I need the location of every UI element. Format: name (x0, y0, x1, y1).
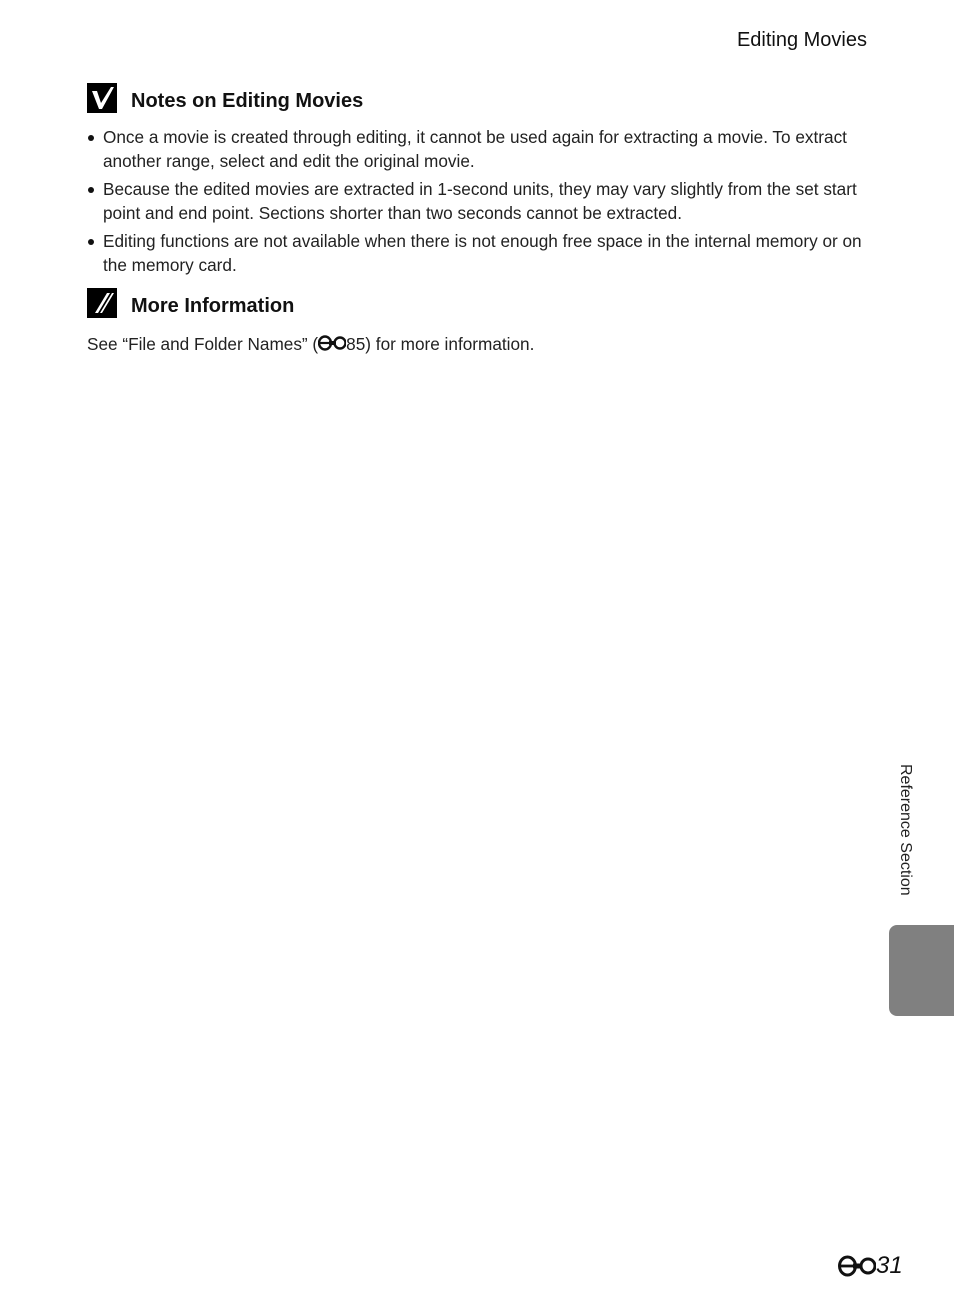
more-info-text-before: See “File and Folder Names” ( (87, 334, 319, 354)
side-tab-label: Reference Section (897, 764, 914, 896)
list-item-text: Once a movie is created through editing, it cannot be used again for extracting a movie. To extract another range, select and edit the original movie. (103, 127, 847, 171)
list-item-text: Because the edited movies are extracted in 1-second units, they may vary slightly from the set start point and end point. Sections shorter than two seconds cannot be extracted. (103, 179, 857, 223)
bullet-icon (88, 239, 94, 245)
reference-section-icon (838, 1255, 876, 1277)
page-number-text: 31 (876, 1252, 903, 1279)
more-info-header (87, 287, 867, 319)
pencil-note-icon (87, 288, 117, 318)
notes-header (87, 82, 867, 114)
list-item (87, 230, 867, 277)
notes-title: Notes on Editing Movies (131, 90, 364, 112)
more-info-section (87, 287, 867, 357)
list-item (87, 126, 867, 173)
bullet-icon (88, 187, 94, 193)
side-tab (889, 925, 954, 1016)
reference-section-icon (318, 335, 346, 351)
more-info-text-after: ) for more information. (365, 334, 535, 354)
list-item-text: Editing functions are not available when there is not enough free space in the internal memory or on the memory card. (103, 231, 862, 275)
bullet-icon (88, 135, 94, 141)
list-item (87, 178, 867, 225)
reference-page-link[interactable]: 85 (346, 334, 366, 354)
notes-list (87, 126, 867, 277)
check-caution-icon (87, 83, 117, 113)
running-title: Editing Movies (736, 29, 867, 51)
more-info-text (87, 333, 867, 357)
page-number (838, 1250, 903, 1282)
notes-section (87, 82, 867, 282)
more-info-title: More Information (131, 295, 295, 317)
